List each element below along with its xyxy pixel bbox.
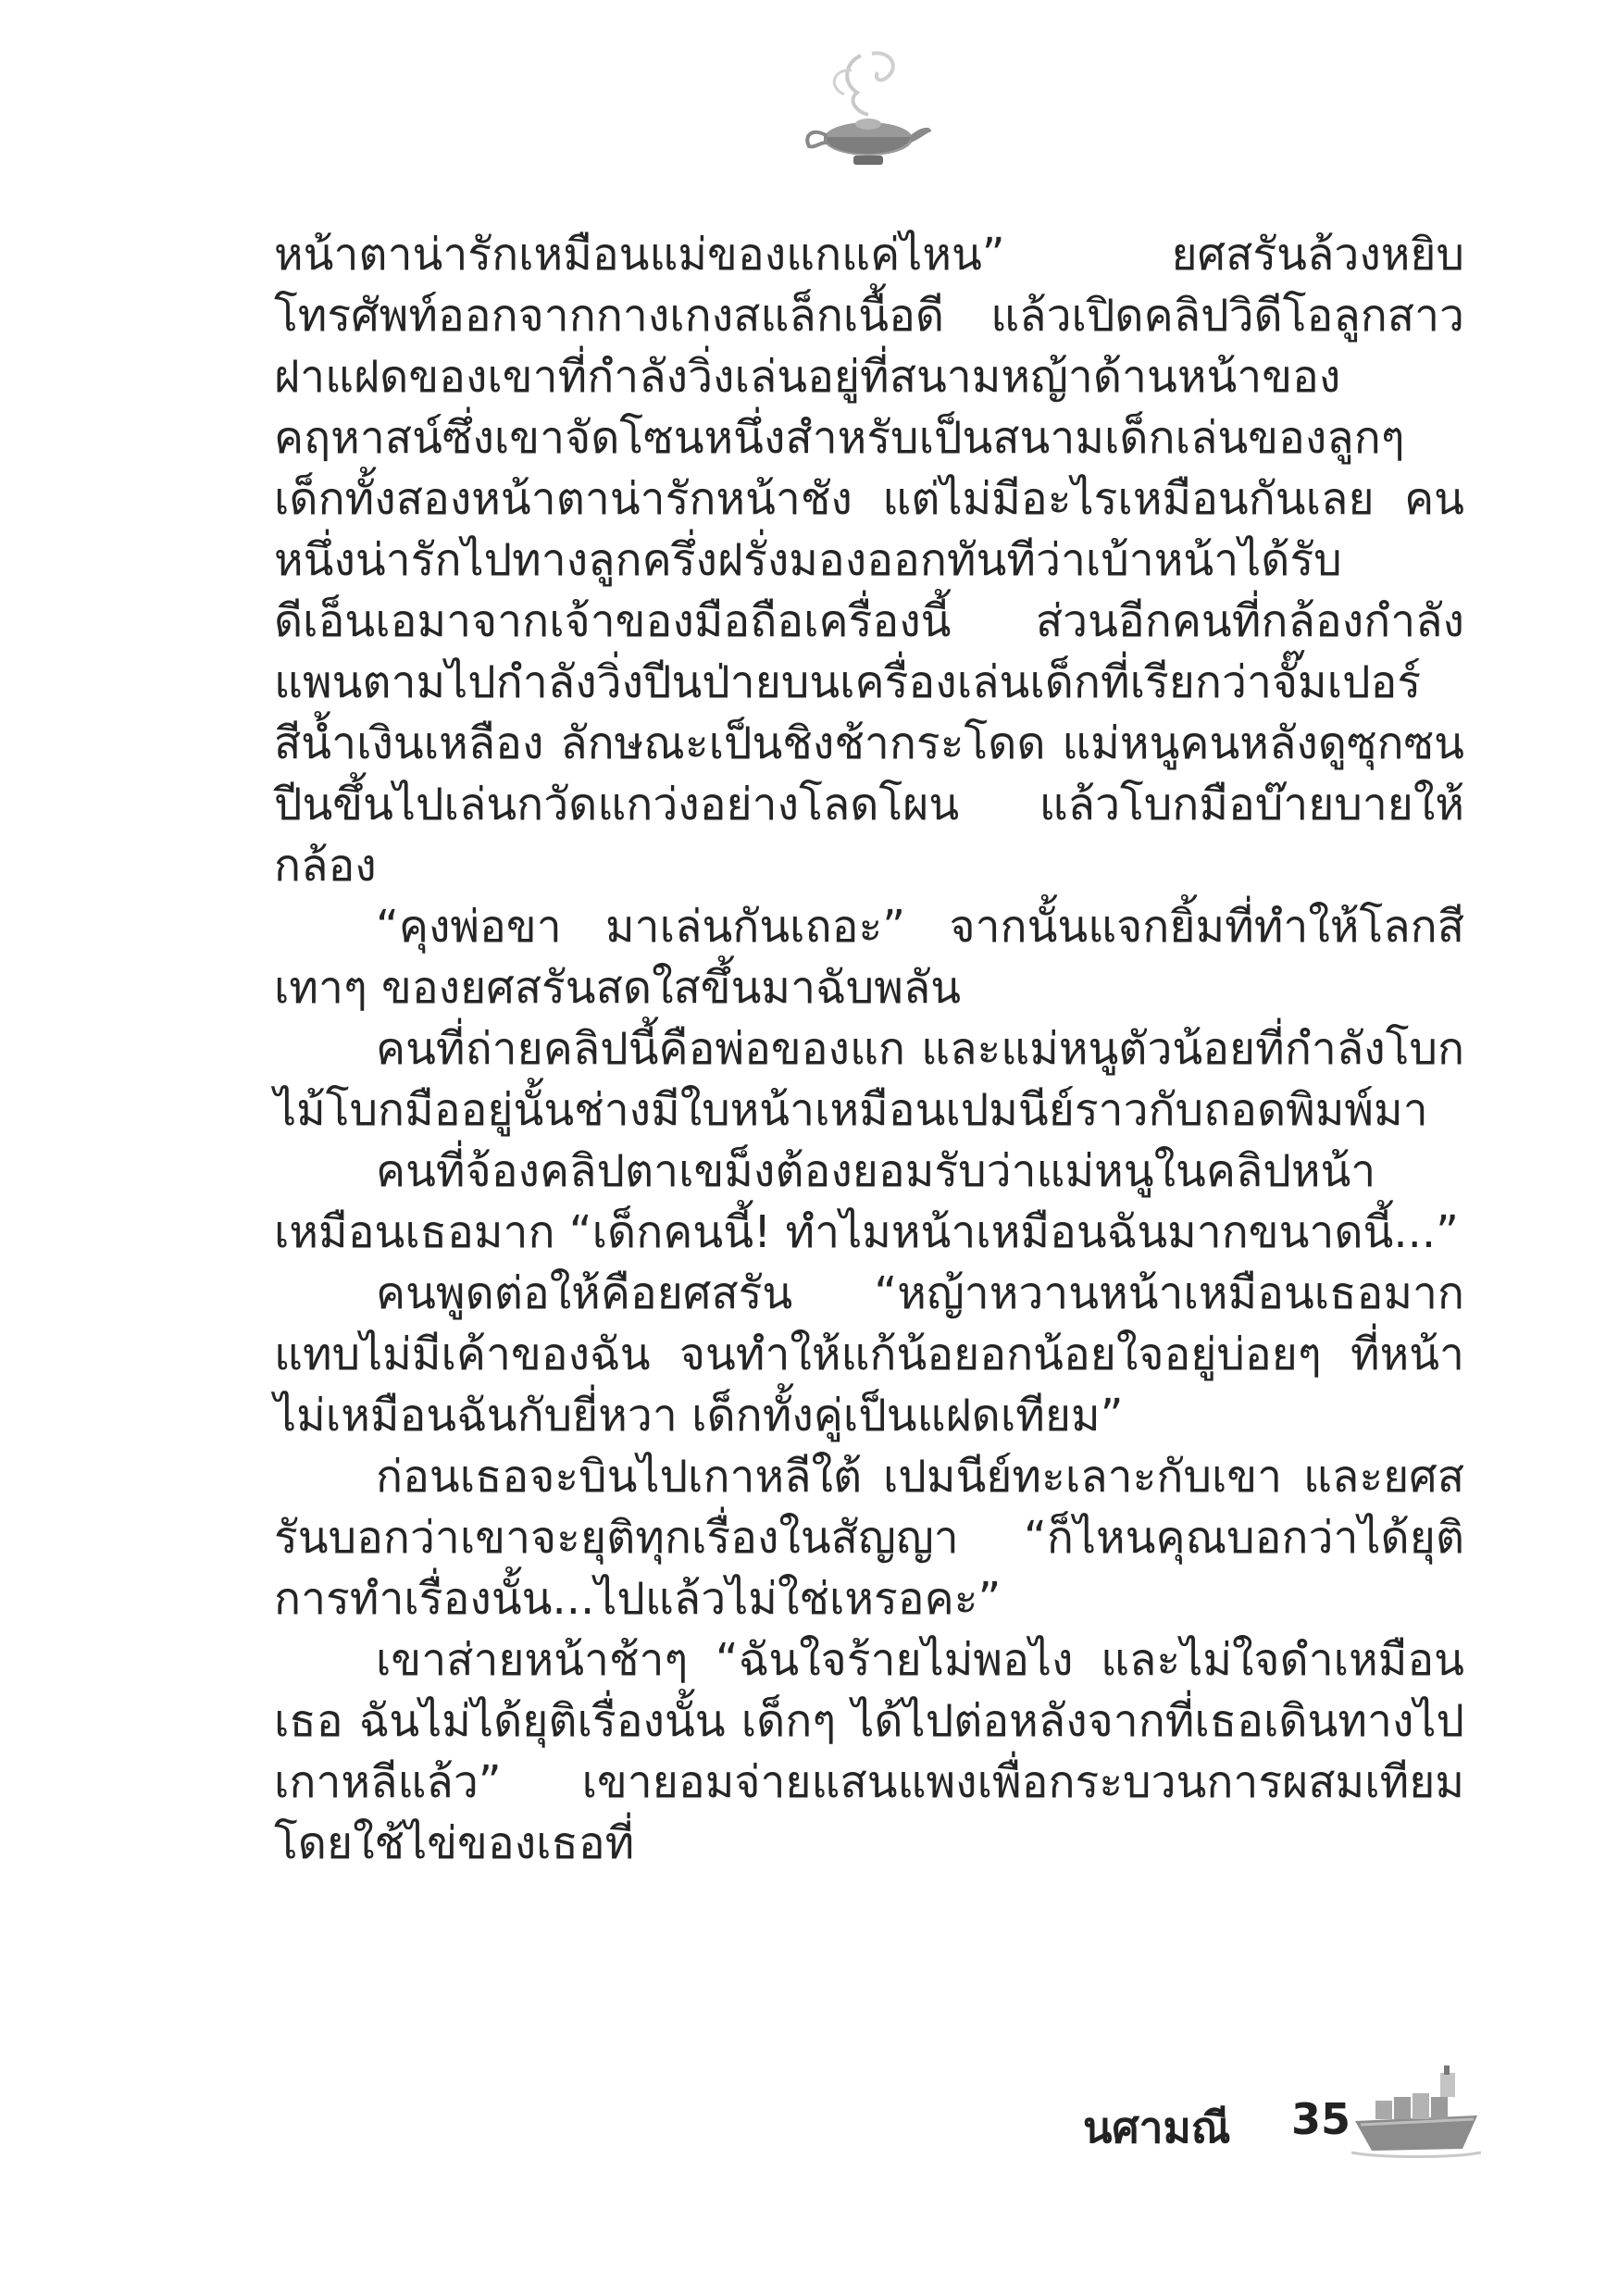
footer-title: นศามณี — [1083, 2103, 1231, 2152]
paragraph: เขาส่ายหน้าช้าๆ “ฉันใจร้ายไม่พอไง และไม่ใจดำเหมือนเธอ ฉันไม่ได้ยุติเรื่องนั้น เด็กๆ ได้ไปต่อหลังจากที่เธอเดินทางไปเกาหลีแล้ว” เขายอมจ่ายแสนแพงเพื่อกระบวนการผสมเทียมโดยใช้ไข่ของเธอที่ — [274, 1634, 1464, 1869]
paragraph: คนที่ถ่ายคลิปนี้คือพ่อของแก และแม่หนูตัวน้อยที่กำลังโบกไม้โบกมืออยู่นั้นช่างมีใบหน้าเหมือนเปมนีย์ราวกับถอดพิมพ์มา — [274, 1023, 1464, 1136]
paragraph: ก่อนเธอจะบินไปเกาหลีใต้ เปมนีย์ทะเลาะกับเขา และยศสรันบอกว่าเขาจะยุติทุกเรื่องในสัญญา “ก็ไหนคุณบอกว่าได้ยุติการทำเรื่องนั้น...ไปแล้วไม่ใช่เหรอคะ” — [274, 1451, 1464, 1625]
paragraph: คนพูดต่อให้คือยศสรัน “หญ้าหวานหน้าเหมือนเธอมากแทบไม่มีเค้าของฉัน จนทำให้แก้น้อยอกน้อยใจอยู่บ่อยๆ ที่หน้าไม่เหมือนฉันกับยี่หวา เด็กทั้งคู่เป็นแฝดเทียม” — [274, 1267, 1464, 1441]
page-number: 35 — [1291, 2094, 1351, 2144]
paragraph: “คุงพ่อขา มาเล่นกันเถอะ” จากนั้นแจกยิ้มที่ทำให้โลกสีเทาๆ ของยศสรันสดใสขึ้นมาฉับพลัน — [274, 901, 1464, 1014]
ship-icon — [1351, 2060, 1481, 2162]
magic-lamp-genie-icon — [796, 46, 935, 176]
paragraph: คนที่จ้องคลิปตาเขม็งต้องยอมรับว่าแม่หนูในคลิปหน้าเหมือนเธอมาก “เด็กคนนี้! ทำไมหน้าเหมือนฉันมากขนาดนี้...” — [274, 1145, 1459, 1258]
body-text — [274, 224, 1464, 1874]
paragraph: หน้าตาน่ารักเหมือนแม่ของแกแค่ไหน” ยศสรันล้วงหยิบโทรศัพท์ออกจากกางเกงสแล็กเนื้อดี แล้วเปิดคลิปวิดีโอลูกสาวฝาแฝดของเขาที่กำลังวิ่งเล่นอยู่ที่สนามหญ้าด้านหน้าของคฤหาสน์ซึ่งเขาจัดโซนหนึ่งสำหรับเป็นสนามเด็กเล่นของลูกๆ เด็กทั้งสองหน้าตาน่ารักหน้าชัง แต่ไม่มีอะไรเหมือนกันเลย คนหนึ่งน่ารักไปทางลูกครึ่งฝรั่งมองออกทันทีว่าเบ้าหน้าได้รับดีเอ็นเอมาจากเจ้าของมือถือเครื่องนี้ ส่วนอีกคนที่กล้องกำลังแพนตามไปกำลังวิ่งปีนป่ายบนเครื่องเล่นเด็กที่เรียกว่าจั๊มเปอร์สีน้ำเงินเหลือง ลักษณะเป็นชิงช้ากระโดด แม่หนูคนหลังดูซุกซน ปีนขึ้นไปเล่นกวัดแกว่งอย่างโลดโผน แล้วโบกมือบ๊ายบายให้กล้อง — [274, 229, 1464, 892]
